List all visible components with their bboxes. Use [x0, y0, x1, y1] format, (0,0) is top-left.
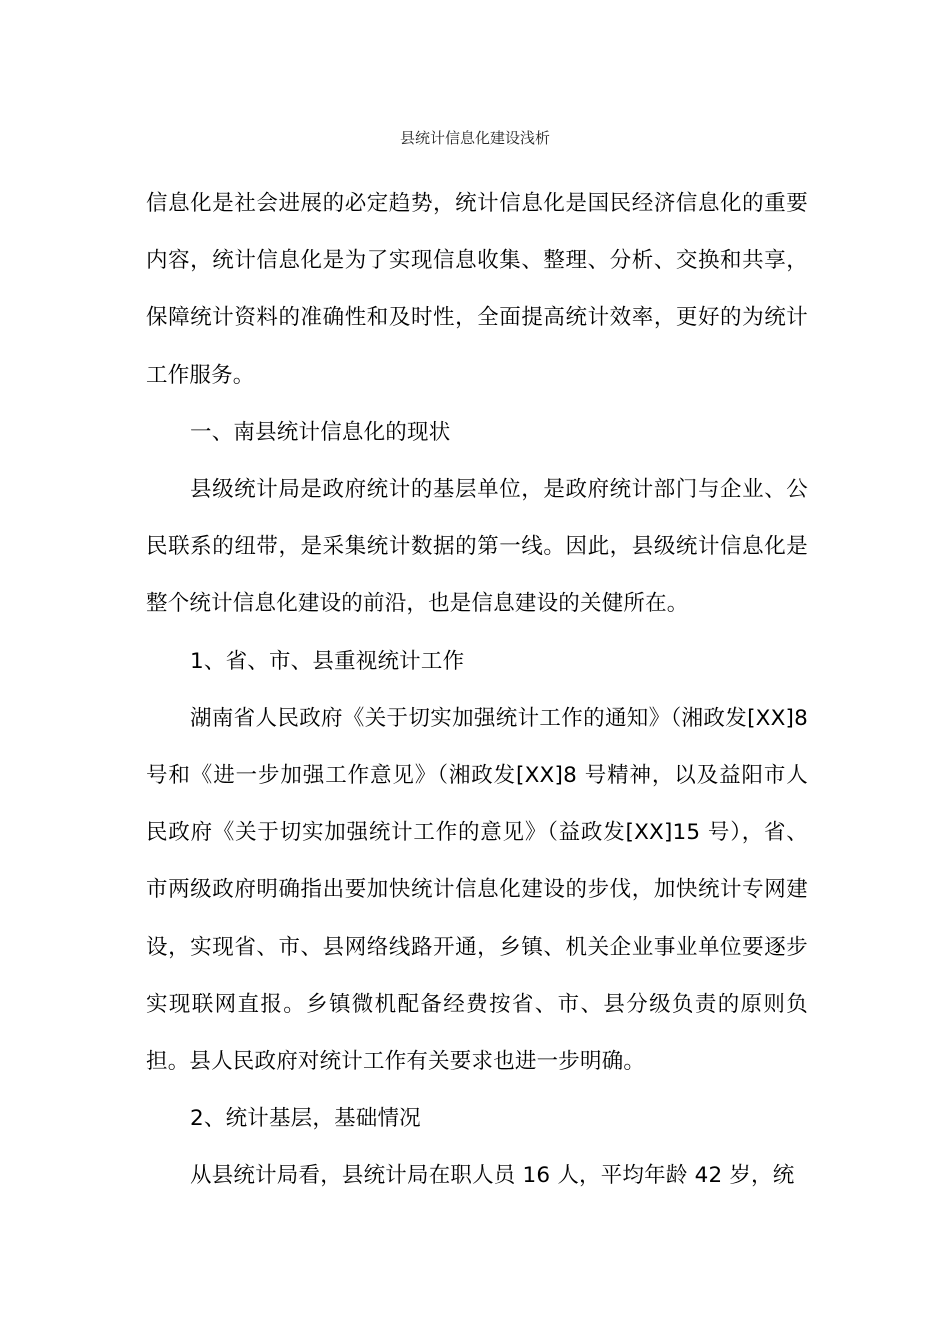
paragraph-hunan-policy: 湖南省人民政府《关于切实加强统计工作的通知》（湘政发[XX]8 号和《进一步加强工作意见》（湘政发[XX]8 号精神，以及益阳市人民政府《关于切实加强统计工作的意见》（益政发[XX]15 号），省、市两级政府明确指出要加快统计信息化建设的步伐，加快统计专网建设，实现省、市、县网络线路开通，乡镇、机关企业事业单位要逐步实现联网直报。乡镇微机配备经费按省、市、县分级负责的原则负担。县人民政府对统计工作有关要求也进一步明确。: [146, 705, 808, 1075]
paragraph-intro: 信息化是社会进展的必定趋势，统计信息化是国民经济信息化的重要内容，统计信息化是为了实现信息收集、整理、分析、交换和共享，保障统计资料的准确性和及时性，全面提高统计效率，更好的为统计工作服务。: [146, 191, 808, 388]
subheading-government-attention: 1、省、市、县重视统计工作: [190, 648, 465, 674]
subheading-grassroots-basis: 2、统计基层，基础情况: [190, 1106, 421, 1132]
paragraph-county-bureau: 县级统计局是政府统计的基层单位，是政府统计部门与企业、公民联系的纽带，是采集统计数据的第一线。因此，县级统计信息化是整个统计信息化建设的前沿，也是信息建设的关健所在。: [146, 477, 808, 617]
section-heading-status: 一、南县统计信息化的现状: [190, 419, 451, 445]
paragraph-bureau-staff: 从县统计局看，县统计局在职人员 16 人，平均年龄 42 岁，统: [190, 1163, 795, 1189]
document-body: [146, 175, 808, 1205]
document-title: 县统计信息化建设浅析: [399, 129, 550, 147]
